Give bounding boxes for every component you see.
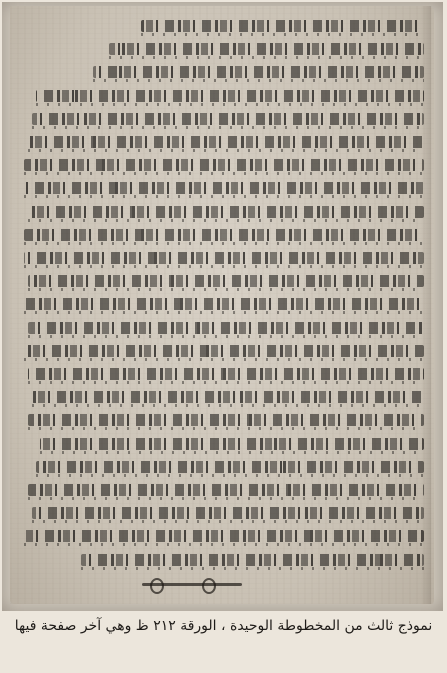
- manuscript-line: [24, 159, 424, 171]
- manuscript-folio: [10, 6, 434, 604]
- manuscript-line: [28, 206, 424, 218]
- figure-caption: نموذج ثالث من المخطوطة الوحيدة ، الورقة ٢١٢ ظ وهي آخر صفحة فيها: [14, 618, 433, 634]
- manuscript-text-block: [20, 20, 424, 580]
- manuscript-line: [24, 252, 424, 264]
- manuscript-line: [36, 90, 424, 102]
- manuscript-line: [28, 414, 424, 426]
- manuscript-line: [36, 461, 424, 473]
- manuscript-line: [24, 229, 424, 241]
- manuscript-line: [24, 530, 424, 542]
- manuscript-line: [24, 345, 424, 357]
- manuscript-line: [24, 298, 424, 310]
- caption-continuation: [180, 652, 290, 662]
- manuscript-line: [93, 66, 424, 78]
- manuscript-line: [24, 182, 424, 194]
- manuscript-line: [28, 322, 424, 334]
- manuscript-line: [141, 20, 424, 32]
- manuscript-line: [28, 275, 424, 287]
- manuscript-line: [32, 507, 424, 519]
- manuscript-line: [40, 438, 424, 450]
- manuscript-line: [109, 43, 424, 55]
- manuscript-line: [28, 484, 424, 496]
- manuscript-line: [32, 391, 424, 403]
- manuscript-line: [32, 113, 424, 125]
- manuscript-line: [28, 368, 424, 380]
- manuscript-line: [81, 554, 424, 566]
- manuscript-line: [28, 136, 424, 148]
- manuscript-plate: [2, 2, 443, 611]
- folio-end-mark: [142, 578, 242, 592]
